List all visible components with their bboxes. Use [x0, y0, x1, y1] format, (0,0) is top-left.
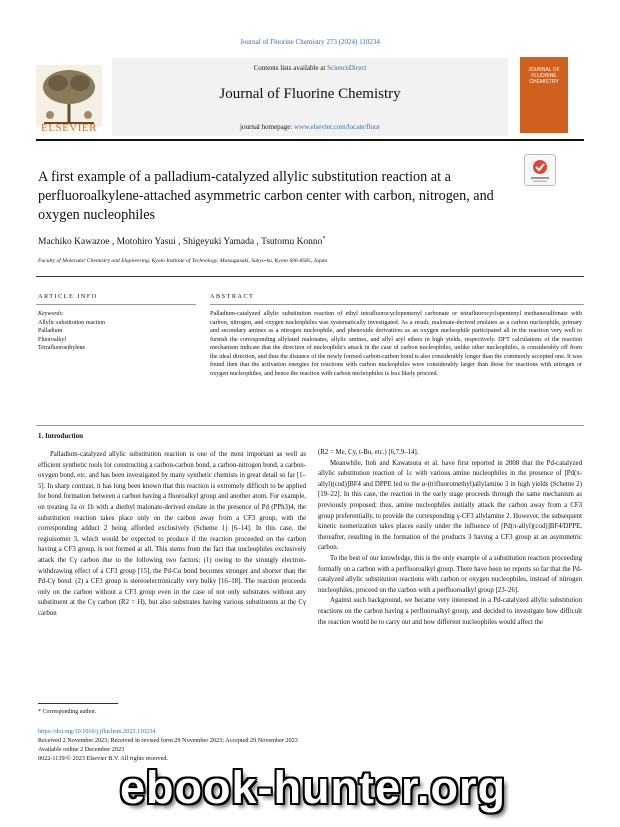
- body-paragraph: To the best of our knowledge, this is the only example of a substitution reaction proceeding formally on a carbon with a perfluoroalkyl group. There have been no reports so far that the Pd-catalyzed allylic substitution reactions with carbon or oxygen nucleophiles, instead of nitrogen nucleophiles, proceed on the carbon with a perfluoroalkyl group [23–26].: [318, 554, 582, 594]
- keyword-item: Tetrafluoroethylene: [38, 345, 86, 352]
- received-dates: Received 2 November 2023; Received in revised form 29 November 2023; Accepted 29 November 2023: [38, 737, 298, 744]
- check-for-updates-icon[interactable]: [524, 154, 556, 186]
- affiliation: Faculty of Molecular Chemistry and Engineering, Kyoto Institute of Technology, Matsugasaki, Sakyo-ku, Kyoto 606-8585, Japan: [38, 258, 328, 264]
- body-paragraph: Palladium-catalyzed allylic substitution reaction is one of the most important as well as efficient synthetic tools for constructing a carbon-carbon bond, a carbon-nitrogen bond, a carbon-oxygen bond, etc. and has been investigated by many synthetic chemists in great detail so far [1–5]. In sharp contrast, it has long been known that this reaction is extremely difficult to be applied for bond formation between a carbon having a fluoroalkyl group and another atom. For example, on treating 1a or 1b with a diethyl malonate-derived enolate in the presence of Pd (PPh3)4, the substitution reaction takes place only on the carbon away from a CF3 group, with the corresponding adduct 2 being afforded exclusively (Scheme 1) [6–14]. In this case, the regioisomer 3, which would be expected to produce if the reaction proceeded on the carbon having a CF3 group, is not formed at all. This stems from the fact that nucleophiles exclusively attack the Cγ carbon due to the following two factors; (1) owing to the strongly electron-withdrawing effect of a CF3 group [15], the Pd-Cα bond becomes stronger and shorter than the Pd-Cγ bond. (2) a CF3 group is stereoelectronically very bulky [16–18]. The reaction proceeds only on the carbon without a CF3 group even in the case of not only substrates without any substituent at the Cγ carbon (R2 = H), but also substrates having various substituents at the Cγ carbon: [38, 451, 306, 617]
- abstract-bottom-divider: [36, 425, 584, 426]
- article-info-divider: [36, 304, 196, 305]
- publication-info: [38, 727, 298, 763]
- body-left-column: [38, 450, 306, 620]
- abstract-divider: [210, 304, 584, 305]
- author-name[interactable]: Tsutomu Konno: [261, 237, 323, 248]
- section-heading-introduction: 1. Introduction: [38, 432, 83, 440]
- available-date: Available online 2 December 2023: [38, 746, 125, 753]
- doi-link[interactable]: https://doi.org/10.1016/j.jfluchem.2023.110234: [38, 728, 156, 735]
- body-paragraph: (R2 = Me, Cy, t-Bu, etc.) [6,7,9–14].: [318, 449, 419, 456]
- watermark-text: ebook-hunter.org: [120, 762, 506, 813]
- abstract-heading: ABSTRACT: [210, 293, 255, 300]
- corresponding-mark[interactable]: *: [322, 236, 326, 242]
- footnote: * Corresponding author.: [38, 709, 97, 715]
- author-name[interactable]: Motohiro Yasui ,: [116, 237, 181, 248]
- body-right-column: [318, 448, 582, 628]
- keyword-item: Allylic substitution reaction: [38, 319, 105, 326]
- section-divider: [36, 276, 584, 277]
- keyword-item: Fluoroalkyl: [38, 336, 66, 343]
- contents-prefix: Contents lists available at: [253, 64, 328, 72]
- contents-line: [112, 64, 508, 72]
- article-title: A first example of a palladium-catalyzed allylic substitution reaction at a perfluoroalkylene-attached asymmetric carbon center with carbon, nitrogen, and oxygen nucleophiles: [38, 169, 494, 223]
- copyright: 0022-1139/© 2023 Elsevier B.V. All rights reserved.: [38, 755, 168, 762]
- homepage-prefix: journal homepage:: [240, 123, 295, 131]
- author-list: [38, 236, 325, 247]
- header-divider: [36, 139, 584, 141]
- cover-title: JOURNAL OF FLUORINE CHEMISTRY: [528, 67, 560, 85]
- keywords-block: [38, 310, 198, 353]
- homepage-link[interactable]: www.elsevier.com/locate/fluor: [294, 123, 380, 131]
- keyword-item: Palladium: [38, 328, 63, 335]
- journal-title: Journal of Fluorine Chemistry: [219, 86, 401, 102]
- homepage-line: [112, 123, 508, 131]
- keywords-label: Keywords:: [38, 311, 64, 317]
- journal-reference[interactable]: Journal of Fluorine Chemistry 273 (2024) 110234: [240, 38, 380, 46]
- abstract-text: Palladium-catalyzed allylic substitution reaction of ethyl tetrafluorocyclopentenyl carbonate or tetrafluorocyclopentenyl methanesulfonate with carbon, nitrogen, and oxygen nucleophiles was systematically investigated. As a result, malonate-derived enolates as a carbon nucleophile, primary and secondary amines as a nitrogen nucleophile, and phenoxide derivatives as an oxygen nucleophile participated all in the reaction very well to furnish the corresponding allylated malonates, allylic amines, and allyl aryl ethers in high yields, respectively. DFT calculations of the reaction mechanism indicate that the direction of nucleophile's attack in the case of carbon nucleophiles, unlike other nucleophiles, is considerably off from the ideal direction, and thus the distance of the newly formed carbon-carbon bond is also considerably longer than the commonly accepted one. It was found then that the activation energies for reactions with carbon nucleophiles were considerably larger than those for reactions with nitrogen or oxygen nucleophiles, and hence the reaction with carbon nucleophiles is less likely proceed.: [210, 310, 582, 377]
- article-info-heading: ARTICLE INFO: [38, 293, 98, 300]
- elsevier-wordmark: ELSEVIER: [41, 122, 97, 134]
- footnote-divider: [38, 703, 118, 704]
- sciencedirect-link[interactable]: ScienceDirect: [327, 64, 367, 72]
- author-name[interactable]: Shigeyuki Yamada ,: [182, 237, 259, 248]
- body-paragraph: Against such background, we became very interested in a Pd-catalyzed allylic substitution reactions on the carbon having a perfluoroalkyl group, and decided to investigate how difficult the reaction would be to carry out and how different nucleophiles would affect the: [318, 597, 582, 626]
- author-name[interactable]: Machiko Kawazoe ,: [38, 237, 115, 248]
- body-paragraph: Meanwhile, Itoh and Kawatsura et al. have first reported in 2008 that the Pd-catalyzed allylic substitution reaction of 1c with various amine nucleophiles in the presence of [Pd(π-allyl)(cod)]BF4 and DPPE led to the α-(trifluoromethyl)allylamine 3 in high yields (Scheme 2) [19–22]. In this case, the reaction in the early stage proceeds through the same mechanism as previously proposed; thus, amine nucleophiles initially attack the carbon away from a CF3 group preferentially, to provide the corresponding γ-CF3 allylamine 2. However, the subsequent kinetic isomerization takes places easily under the influence of [Pd(π-allyl)(cod)]BF4/DPPE, thereafter, resulting in the formation of the products 3 having a CF3 group at an asymmetric carbon.: [318, 459, 582, 552]
